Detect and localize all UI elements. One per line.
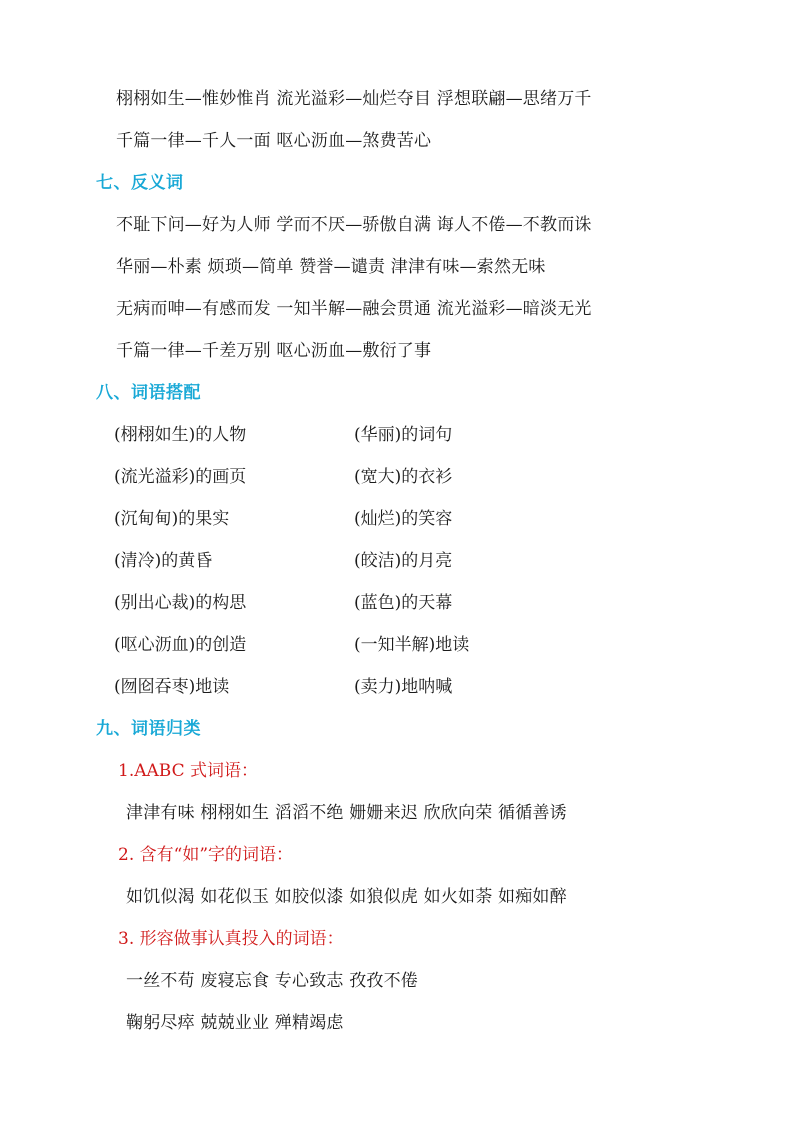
- synonym-line-1: 栩栩如生—惟妙惟肖 流光溢彩—灿烂夺目 浮想联翩—思绪万千: [116, 89, 592, 109]
- collocation-right-5: (蓝色)的天幕: [354, 593, 453, 613]
- collocation-left-1: (栩栩如生)的人物: [114, 425, 247, 445]
- section-heading-antonyms: 七、反义词: [96, 173, 184, 193]
- antonym-line-1: 不耻下问—好为人师 学而不厌—骄傲自满 诲人不倦—不教而诛: [116, 215, 592, 235]
- section-heading-collocations: 八、词语搭配: [96, 383, 201, 403]
- category-3-line-2: 鞠躬尽瘁 兢兢业业 殚精竭虑: [126, 1013, 344, 1033]
- collocation-right-3: (灿烂)的笑容: [354, 509, 453, 529]
- antonym-line-2: 华丽—朴素 烦琐—简单 赞誉—谴责 津津有味—索然无味: [116, 257, 546, 277]
- synonym-line-2: 千篇一律—千人一面 呕心沥血—煞费苦心: [116, 131, 432, 151]
- category-1-line-1: 津津有味 栩栩如生 滔滔不绝 姗姗来迟 欣欣向荣 循循善诱: [126, 803, 567, 823]
- collocation-left-2: (流光溢彩)的画页: [114, 467, 247, 487]
- collocation-left-5: (别出心裁)的构思: [114, 593, 247, 613]
- collocation-right-1: (华丽)的词句: [354, 425, 453, 445]
- collocation-right-6: (一知半解)地读: [354, 635, 470, 655]
- collocation-left-3: (沉甸甸)的果实: [114, 509, 230, 529]
- category-2-line-1: 如饥似渴 如花似玉 如胶似漆 如狼似虎 如火如荼 如痴如醉: [126, 887, 567, 907]
- category-3-line-1: 一丝不苟 废寝忘食 专心致志 孜孜不倦: [126, 971, 419, 991]
- category-title-1: 1.AABC 式词语：: [118, 761, 258, 781]
- collocation-right-4: (皎洁)的月亮: [354, 551, 453, 571]
- collocation-left-7: (囫囵吞枣)地读: [114, 677, 230, 697]
- category-title-3: 3. 形容做事认真投入的词语：: [118, 929, 344, 949]
- antonym-line-3: 无病而呻—有感而发 一知半解—融会贯通 流光溢彩—暗淡无光: [116, 299, 592, 319]
- collocation-right-2: (宽大)的衣衫: [354, 467, 453, 487]
- antonym-line-4: 千篇一律—千差万别 呕心沥血—敷衍了事: [116, 341, 432, 361]
- collocation-right-7: (卖力)地呐喊: [354, 677, 453, 697]
- collocation-left-6: (呕心沥血)的创造: [114, 635, 247, 655]
- section-heading-categories: 九、词语归类: [96, 719, 201, 739]
- category-title-2: 2. 含有“如”字的词语：: [118, 845, 294, 865]
- collocation-left-4: (清冷)的黄昏: [114, 551, 213, 571]
